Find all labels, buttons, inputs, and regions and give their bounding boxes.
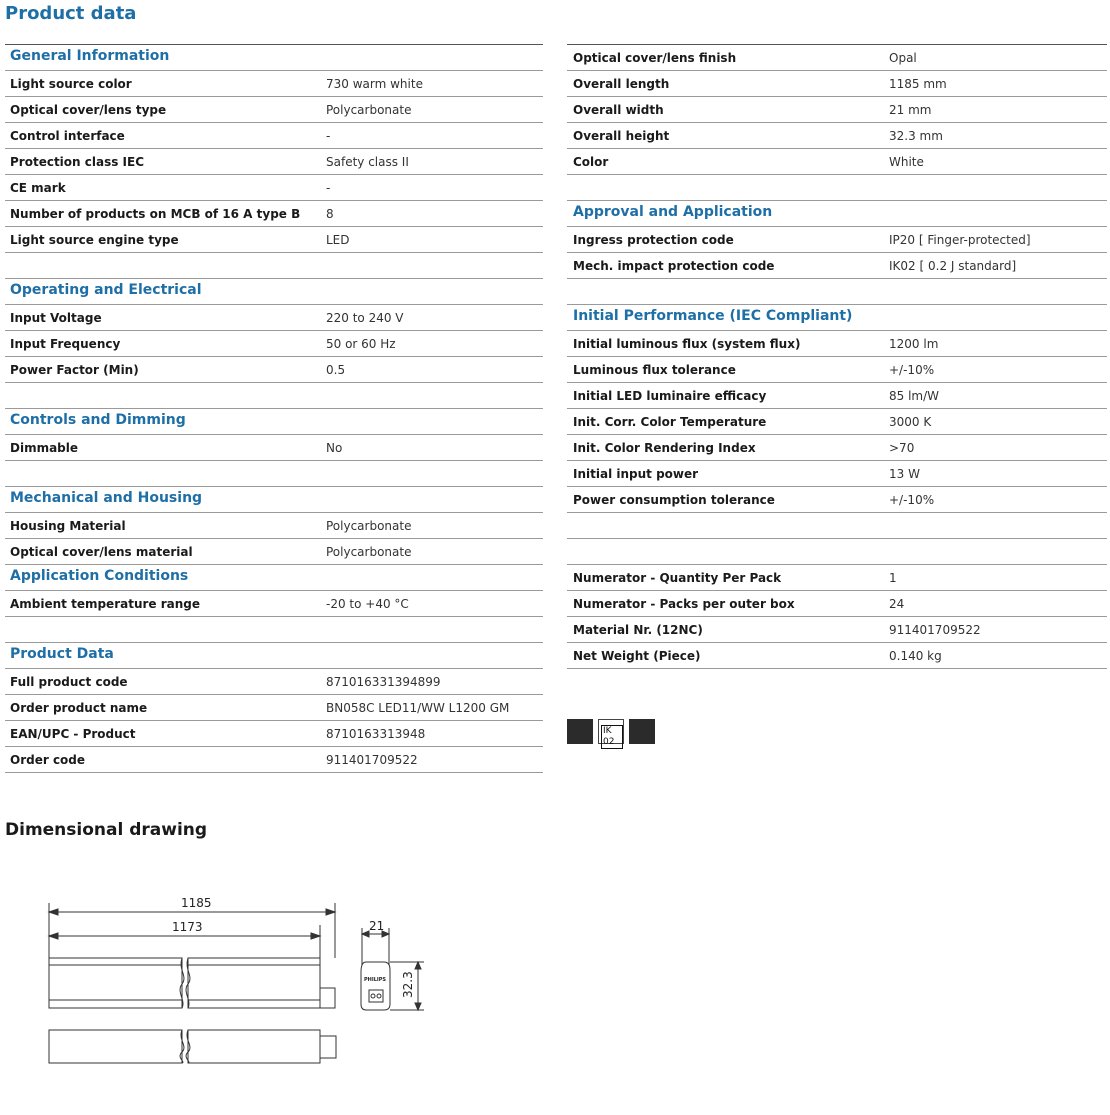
spec-row — [5, 97, 543, 123]
spec-label: Overall width — [573, 103, 664, 117]
section-title: Mechanical and Housing — [10, 490, 203, 506]
luminaire-end-profile — [361, 962, 390, 1010]
spec-row — [567, 591, 1107, 617]
spec-label: Overall height — [573, 129, 670, 143]
dimensional-drawing — [0, 880, 460, 1080]
spec-value: 1185 mm — [889, 77, 947, 91]
spec-value: 911401709522 — [889, 623, 981, 637]
spec-label: Light source engine type — [10, 233, 179, 247]
spec-row — [567, 357, 1107, 383]
spec-label: Ambient temperature range — [10, 597, 201, 611]
spec-label: Light source color — [10, 77, 132, 91]
spec-label: Power consumption tolerance — [573, 493, 775, 507]
spec-label: Color — [573, 155, 609, 169]
end-cap — [320, 988, 335, 1008]
section-title: Initial Performance (IEC Compliant) — [573, 308, 853, 324]
spec-row — [5, 695, 543, 721]
spec-label: Optical cover/lens finish — [573, 51, 737, 65]
spec-value: 1 — [889, 571, 897, 585]
spec-row — [5, 435, 543, 461]
section-title: Application Conditions — [10, 568, 189, 584]
spec-row — [567, 123, 1107, 149]
spec-value: >70 — [889, 441, 915, 455]
section-title: General Information — [10, 48, 170, 64]
spec-row — [5, 591, 543, 617]
spec-value: 3000 K — [889, 415, 932, 429]
spec-value: 0.5 — [326, 363, 346, 377]
spec-row — [5, 201, 543, 227]
spec-label: Protection class IEC — [10, 155, 145, 169]
spec-row — [5, 305, 543, 331]
spacer-row — [5, 461, 543, 487]
spec-value: 1200 lm — [889, 337, 939, 351]
end-connector — [320, 1036, 336, 1058]
spec-row — [567, 565, 1107, 591]
arrow-icon — [311, 933, 320, 939]
spec-label: Init. Color Rendering Index — [573, 441, 756, 455]
spec-table-left — [5, 44, 543, 773]
spec-row — [567, 227, 1107, 253]
spec-row — [5, 747, 543, 773]
spec-label: CE mark — [10, 181, 66, 195]
arrow-icon — [415, 962, 421, 969]
spec-row — [567, 461, 1107, 487]
section-title: Controls and Dimming — [10, 412, 186, 428]
spec-value: Polycarbonate — [326, 103, 412, 117]
spec-value: LED — [326, 233, 350, 247]
section-heading — [5, 643, 543, 669]
spec-label: Housing Material — [10, 519, 126, 533]
luminaire-bottom-right — [188, 1030, 320, 1063]
spec-label: Optical cover/lens type — [10, 103, 167, 117]
spec-value: Polycarbonate — [326, 519, 412, 533]
dimension-label-overall-length: 1185 — [181, 896, 212, 910]
spec-label: EAN/UPC - Product — [10, 727, 136, 741]
spec-row — [5, 123, 543, 149]
spec-value: -20 to +40 °C — [326, 597, 409, 611]
spec-row — [5, 513, 543, 539]
spec-value: 220 to 240 V — [326, 311, 404, 325]
spec-row — [567, 44, 1107, 71]
ik02-badge-label: IK 02 — [601, 725, 623, 749]
section-heading — [567, 305, 1107, 331]
spec-label: Dimmable — [10, 441, 79, 455]
arrow-icon — [49, 909, 58, 915]
spacer-row — [5, 383, 543, 409]
spacer-row — [567, 279, 1107, 305]
spec-label: Material Nr. (12NC) — [573, 623, 703, 637]
spec-value: White — [889, 155, 924, 169]
spec-label: Number of products on MCB of 16 A type B — [10, 207, 301, 221]
spec-label: Input Voltage — [10, 311, 102, 325]
spec-label: Initial luminous flux (system flux) — [573, 337, 801, 351]
spacer-row — [5, 253, 543, 279]
dimension-label-height: 32.3 — [401, 971, 415, 998]
brand-mark: PHILIPS — [364, 977, 387, 983]
spec-value: 871016331394899 — [326, 675, 441, 689]
section-heading — [5, 565, 543, 591]
spec-value: 21 mm — [889, 103, 932, 117]
spec-row — [567, 253, 1107, 279]
spec-value: - — [326, 181, 331, 195]
spec-value: IK02 [ 0.2 J standard] — [889, 259, 1017, 273]
arrow-icon — [326, 909, 335, 915]
section-heading — [5, 487, 543, 513]
spec-value: 8710163313948 — [326, 727, 426, 741]
section-title: Operating and Electrical — [10, 282, 202, 298]
spec-row — [567, 383, 1107, 409]
arrow-icon — [362, 931, 369, 937]
spec-value: 32.3 mm — [889, 129, 943, 143]
spec-label: Overall length — [573, 77, 670, 91]
spec-value: Opal — [889, 51, 917, 65]
spec-row — [567, 149, 1107, 175]
spec-value: Polycarbonate — [326, 545, 412, 559]
section-title: Approval and Application — [573, 204, 773, 220]
spec-row — [5, 539, 543, 565]
spec-value: IP20 [ Finger-protected] — [889, 233, 1031, 247]
spec-row — [5, 227, 543, 253]
spec-row — [5, 149, 543, 175]
spacer-row — [5, 617, 543, 643]
spec-label: Power Factor (Min) — [10, 363, 139, 377]
spec-label: Numerator - Packs per outer box — [573, 597, 795, 611]
spec-label: Init. Corr. Color Temperature — [573, 415, 767, 429]
spec-row — [567, 435, 1107, 461]
spec-row — [5, 175, 543, 201]
symbol-badge-icon — [567, 719, 593, 744]
dimension-label-width: 21 — [369, 919, 385, 933]
spec-value: Safety class II — [326, 155, 409, 169]
spec-label: Initial LED luminaire efficacy — [573, 389, 767, 403]
spec-value: 8 — [326, 207, 334, 221]
spec-value: No — [326, 441, 343, 455]
spec-label: Numerator - Quantity Per Pack — [573, 571, 782, 585]
section-heading — [5, 279, 543, 305]
spec-label: Input Frequency — [10, 337, 121, 351]
spec-row — [567, 409, 1107, 435]
arrow-icon — [415, 1003, 421, 1010]
spec-value: 0.140 kg — [889, 649, 942, 663]
spec-row — [567, 71, 1107, 97]
spec-value: 730 warm white — [326, 77, 423, 91]
spec-label: Full product code — [10, 675, 128, 689]
spec-row — [5, 357, 543, 383]
spec-value: +/-10% — [889, 363, 935, 377]
spec-value: 24 — [889, 597, 905, 611]
spacer-row — [567, 539, 1107, 565]
spec-row — [567, 487, 1107, 513]
spec-label: Mech. impact protection code — [573, 259, 775, 273]
spec-row — [5, 721, 543, 747]
spec-label: Optical cover/lens material — [10, 545, 193, 559]
spec-row — [567, 643, 1107, 669]
dimension-label-inner-length: 1173 — [172, 920, 203, 934]
page-title: Product data — [5, 3, 137, 24]
spacer-row — [567, 513, 1107, 539]
spec-value: 13 W — [889, 467, 920, 481]
spec-row — [567, 617, 1107, 643]
spec-row — [5, 669, 543, 695]
section-heading — [5, 44, 543, 71]
spec-label: Luminous flux tolerance — [573, 363, 736, 377]
spec-label: Order code — [10, 753, 86, 767]
spec-row — [567, 331, 1107, 357]
spec-row — [5, 71, 543, 97]
symbol-badge-icon — [629, 719, 655, 744]
spec-value: +/-10% — [889, 493, 935, 507]
spec-row — [5, 331, 543, 357]
spec-row — [567, 97, 1107, 123]
spec-label: Ingress protection code — [573, 233, 734, 247]
spec-value: 911401709522 — [326, 753, 418, 767]
spec-label: Control interface — [10, 129, 125, 143]
arrow-icon — [49, 933, 58, 939]
spacer-row — [567, 175, 1107, 201]
section-heading — [5, 409, 543, 435]
spec-value: 85 lm/W — [889, 389, 940, 403]
luminaire-bottom-left — [49, 1030, 182, 1063]
spec-label: Order product name — [10, 701, 148, 715]
spec-value: BN058C LED11/WW L1200 GM — [326, 701, 510, 715]
section-heading — [567, 201, 1107, 227]
section-title: Product Data — [10, 646, 114, 662]
spec-label: Initial input power — [573, 467, 699, 481]
spec-label: Net Weight (Piece) — [573, 649, 701, 663]
spec-value: 50 or 60 Hz — [326, 337, 396, 351]
spec-table-right — [567, 44, 1107, 669]
ik02-badge-icon — [598, 719, 624, 747]
drawing-title: Dimensional drawing — [5, 820, 208, 840]
spec-value: - — [326, 129, 331, 143]
